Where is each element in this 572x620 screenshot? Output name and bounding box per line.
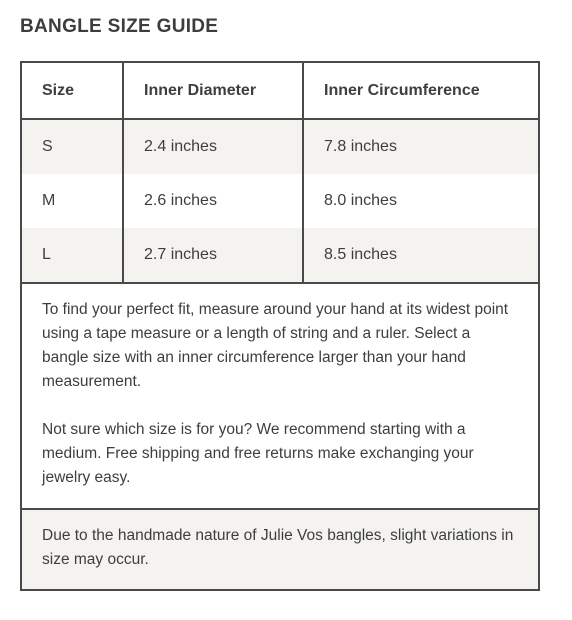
circumference-cell: 8.5 inches: [303, 228, 538, 282]
table-header-row: [22, 63, 538, 119]
table-row: [22, 174, 538, 228]
header-inner-circumference: Inner Circumference: [303, 63, 538, 119]
circumference-cell: 8.0 inches: [303, 174, 538, 228]
diameter-cell: 2.7 inches: [123, 228, 303, 282]
diameter-cell: 2.6 inches: [123, 174, 303, 228]
size-recommendation: Not sure which size is for you? We recommend starting with a medium. Free shipping and free returns make exchanging your jewelry easy.: [42, 421, 474, 486]
circumference-cell: 7.8 inches: [303, 119, 538, 174]
fit-instructions: [22, 282, 538, 508]
size-cell: M: [22, 174, 123, 228]
diameter-cell: 2.4 inches: [123, 119, 303, 174]
size-table: [22, 63, 538, 282]
disclaimer-text: Due to the handmade nature of Julie Vos bangles, slight variations in size may occur.: [42, 527, 514, 568]
handmade-disclaimer: [22, 508, 538, 589]
page-title: BANGLE SIZE GUIDE: [20, 16, 219, 37]
table-row: [22, 228, 538, 282]
size-guide-panel: [20, 61, 540, 591]
size-cell: S: [22, 119, 123, 174]
measure-instructions: To find your perfect fit, measure around your hand at its widest point using a tape measure or a length of string and a ruler. Select a bangle size with an inner circumference larger than your hand measurement.: [42, 301, 509, 390]
size-cell: L: [22, 228, 123, 282]
header-inner-diameter: Inner Diameter: [123, 63, 303, 119]
header-size: Size: [22, 63, 123, 119]
table-row: [22, 119, 538, 174]
